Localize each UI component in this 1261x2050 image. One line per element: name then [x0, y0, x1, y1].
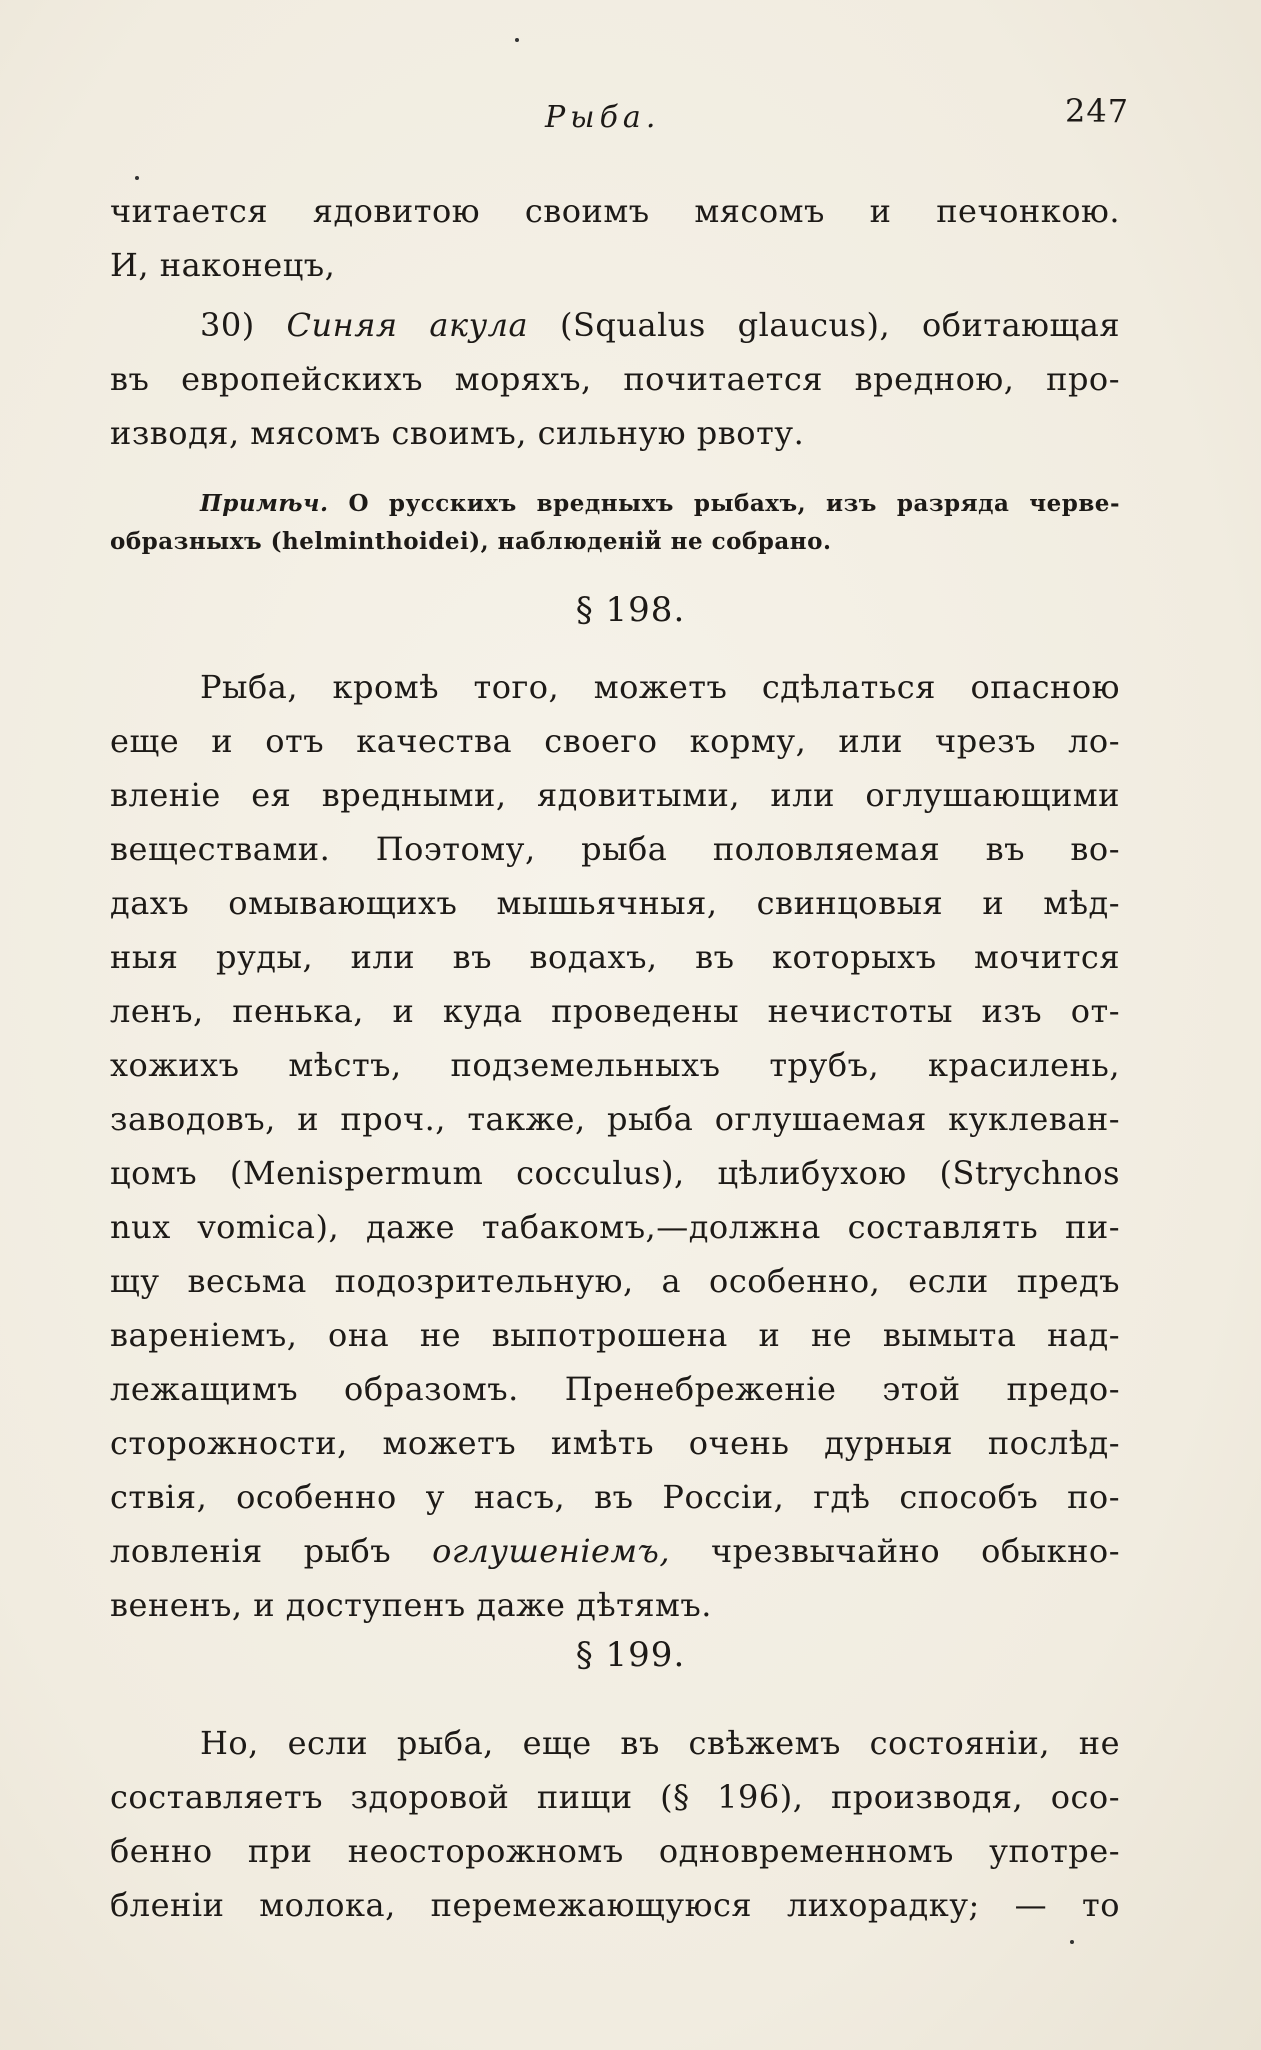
text-line: заводовъ, и проч., также, рыба оглушаемая куклеван- [110, 1100, 1120, 1138]
paragraph-continuation [110, 184, 1120, 292]
text-line: щу весьма подозрительную, а особенно, если предъ [110, 1262, 1120, 1300]
text-line: ныя руды, или въ водахъ, въ которыхъ мочится [110, 938, 1120, 976]
text-line: Но, если рыба, еще въ свѣжемъ состоянiи, не [200, 1724, 1120, 1762]
text-fragment-italic: оглушенiемъ, [432, 1532, 671, 1570]
running-title: Рыба. [545, 100, 661, 135]
text-line: лежащимъ образомъ. Пренебреженiе этой предо- [110, 1370, 1120, 1408]
page-number: 247 [1065, 92, 1130, 130]
text-line: дахъ омывающихъ мышьячныя, свинцовыя и мѣд- [110, 884, 1120, 922]
text-line [110, 298, 1120, 352]
text-fragment: ловленiя рыбъ [110, 1532, 392, 1570]
text-line: варенiемъ, она не выпотрошена и не вымыта над- [110, 1316, 1120, 1354]
text-line [110, 1524, 1120, 1578]
species-name: Синяя акула [286, 306, 529, 344]
text-line: сторожности, можетъ имѣть очень дурныя послѣд- [110, 1424, 1120, 1462]
paper-speck [1070, 1940, 1074, 1944]
text-line: ствiя, особенно у насъ, въ Россiи, гдѣ способъ по- [110, 1478, 1120, 1516]
note-label: Примѣч. [200, 490, 329, 517]
text-line: въ европейскихъ моряхъ, почитается вредною, про- [110, 360, 1120, 398]
text-line: бенно при неосторожномъ одновременномъ употре- [110, 1832, 1120, 1870]
text-line: хожихъ мѣстъ, подземельныхъ трубъ, красилень, [110, 1046, 1120, 1084]
text-line: венeнъ, и доступенъ даже дѣтямъ. [110, 1586, 712, 1624]
text-line: Рыба, кромѣ того, можетъ сдѣлаться опасною [200, 668, 1120, 706]
text-line: бленiи молока, перемежающуюся лихорадку; — то [110, 1886, 1120, 1924]
text-line: еще и отъ качества своего корму, или чрезъ ло- [110, 722, 1120, 760]
section-199-paragraph [110, 1716, 1120, 1932]
text-fragment: чрезвычайно обыкно- [710, 1532, 1120, 1570]
text-line: И, наконецъ, [110, 246, 336, 284]
item-number: 30) [200, 306, 255, 344]
text-fragment: О русскихъ вредныхъ рыбахъ, изъ разряда черве- [348, 490, 1120, 517]
item-30-paragraph [110, 298, 1120, 460]
text-line: читается ядовитою своимъ мясомъ и печонкою. [110, 192, 1120, 230]
text-line: веществами. Поэтому, рыба половляемая въ во- [110, 830, 1120, 868]
text-line: ленъ, пенька, и куда проведены нечистоты изъ от- [110, 992, 1120, 1030]
text-line: вленiе ея вредными, ядовитыми, или оглушающими [110, 776, 1120, 814]
text-line: составляетъ здоровой пищи (§ 196), производя, осо- [110, 1778, 1120, 1816]
section-198-paragraph [110, 660, 1120, 1632]
text-fragment: (Squalus glaucus), обитающая [559, 306, 1121, 344]
text-line: nux vomica), даже табакомъ,—должна составлять пи- [110, 1208, 1120, 1246]
text-line: изводя, мясомъ своимъ, сильную рвоту. [110, 414, 805, 452]
paper-speck [515, 38, 519, 42]
paper-speck [135, 176, 139, 180]
section-heading-198: § 198. [575, 590, 686, 630]
footnote [110, 485, 1120, 561]
text-line: образныхъ (helminthoidei), наблюденiй не собрано. [110, 528, 832, 555]
text-line [110, 485, 1120, 523]
section-heading-199: § 199. [575, 1635, 686, 1675]
text-line: цомъ (Menispermum cocculus), цѣлибухою (Strychnos [110, 1154, 1120, 1192]
